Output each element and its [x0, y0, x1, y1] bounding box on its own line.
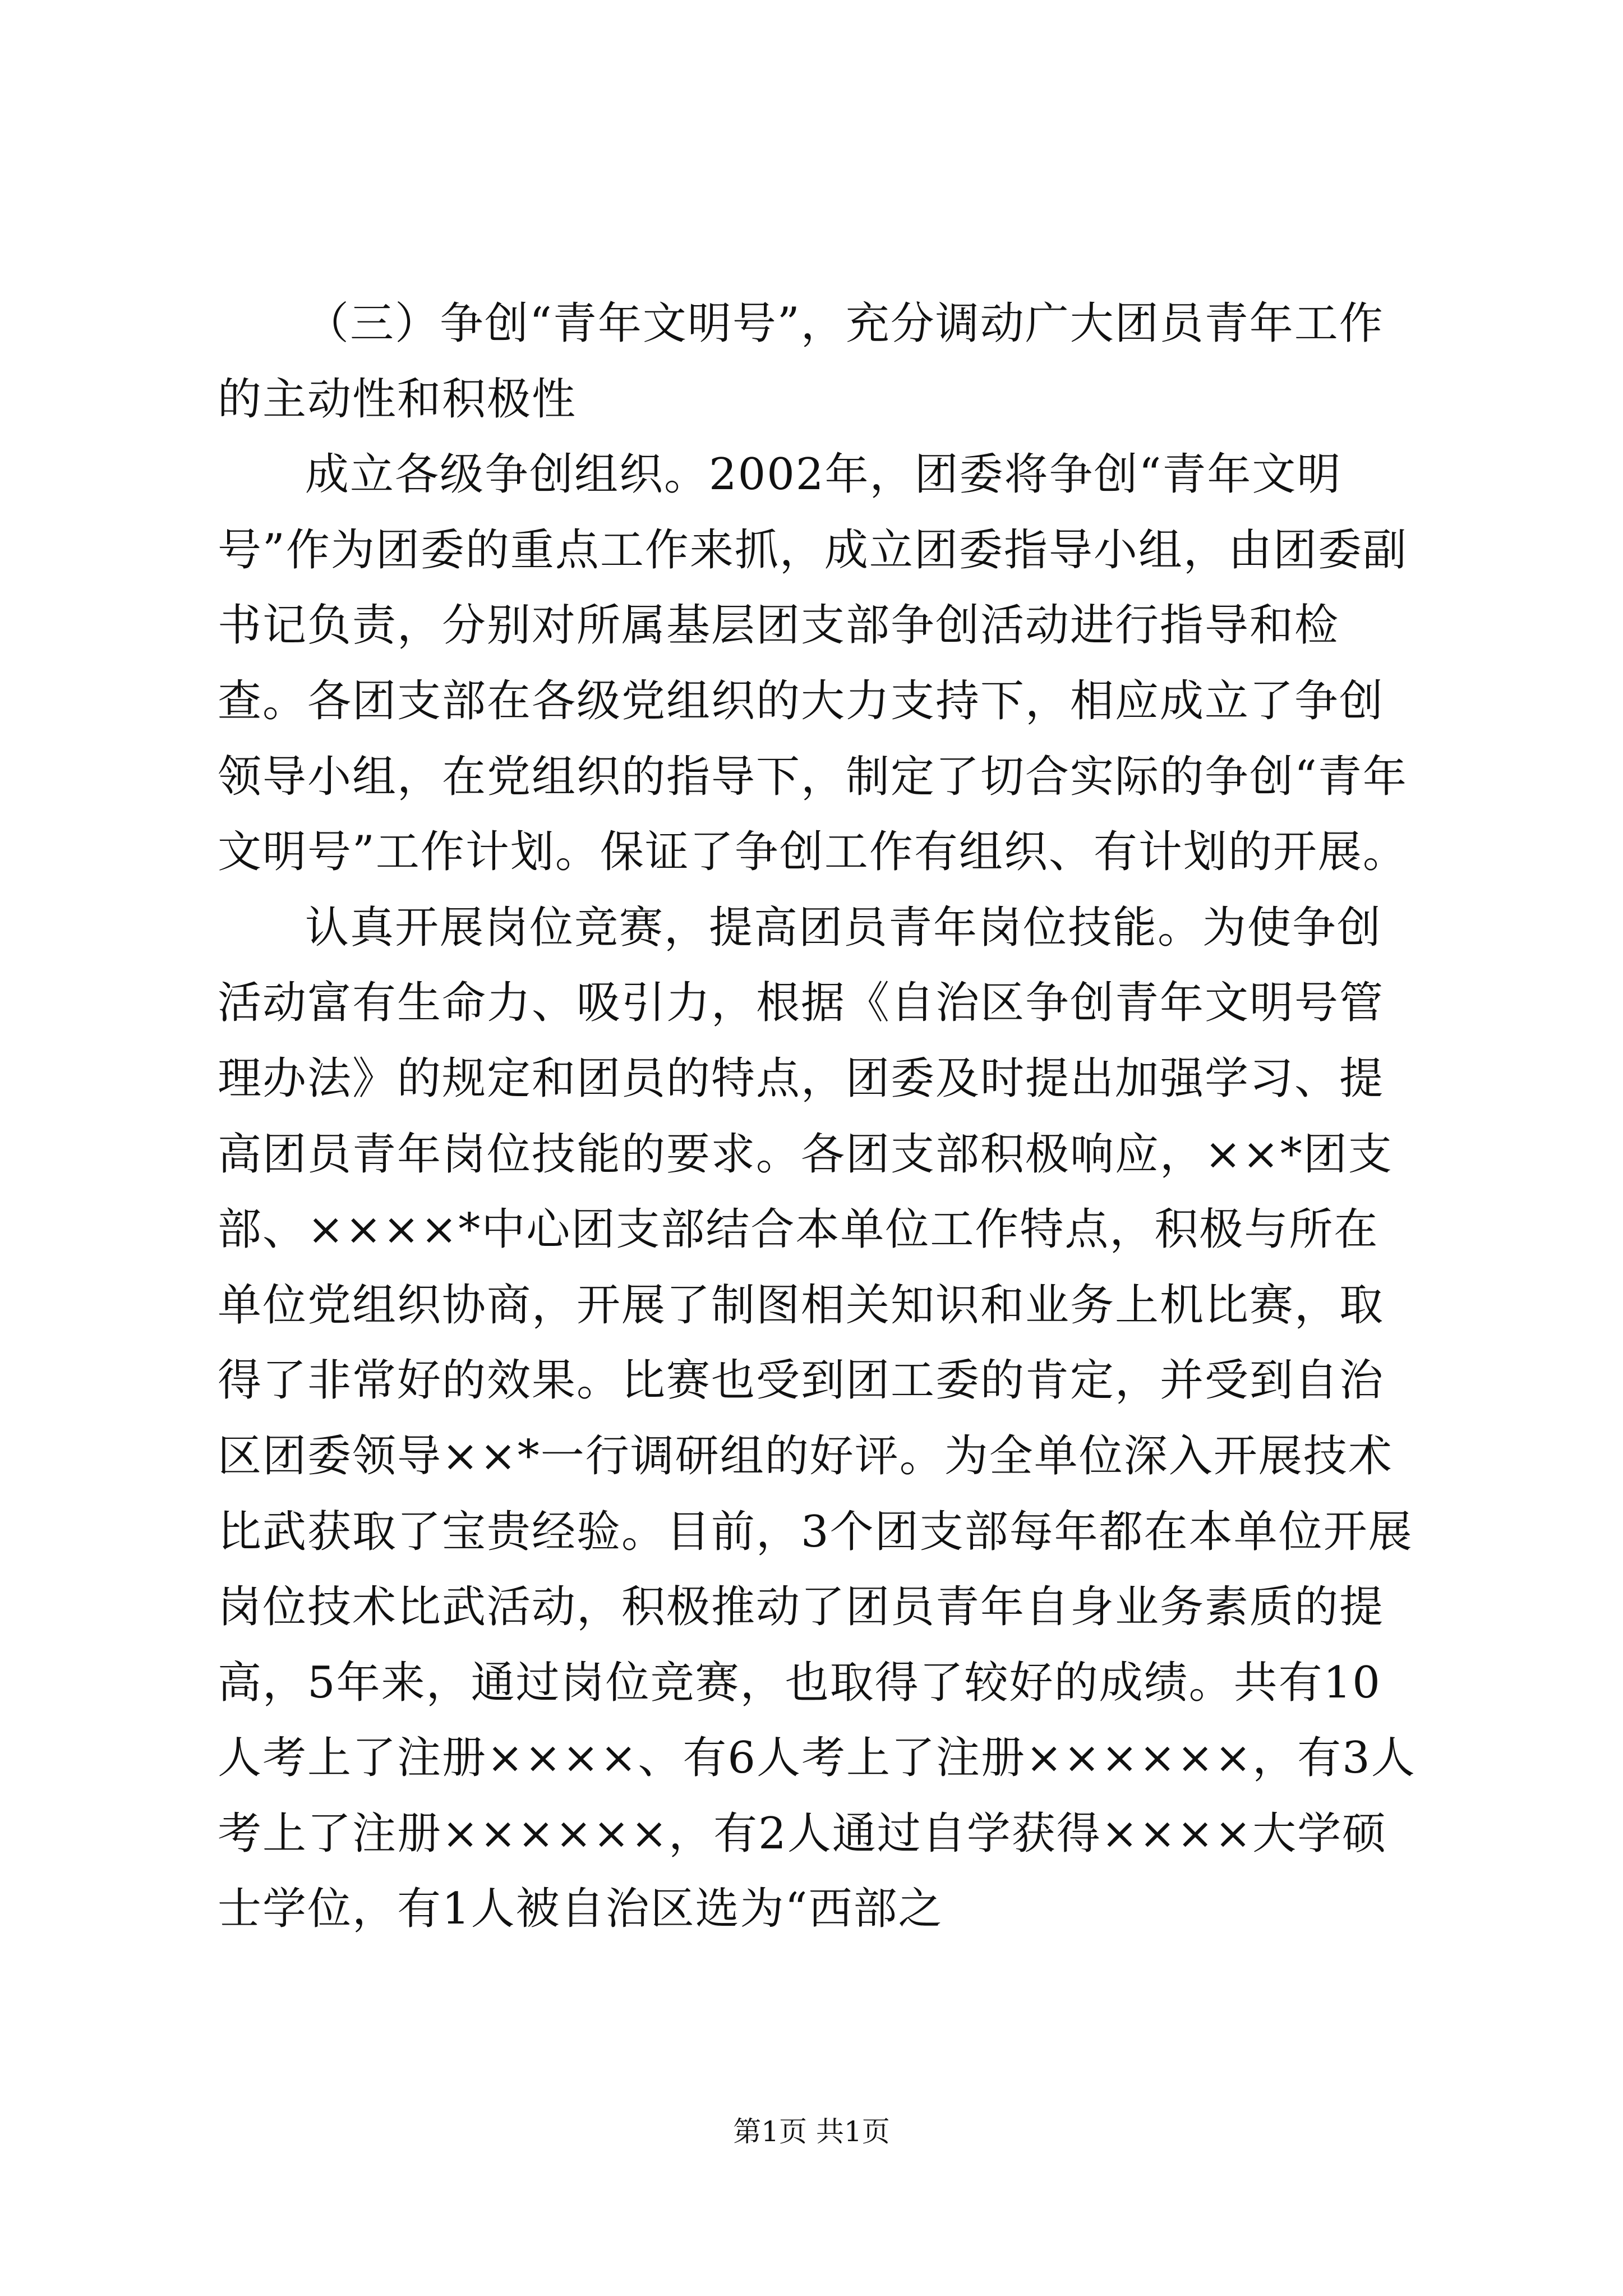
paragraph-organization: 成立各级争创组织。2002年，团委将争创“青年文明号”作为团委的重点工作来抓，成立团委指导小组，由团委副书记负责，分别对所属基层团支部争创活动进行指导和检查。各团支部在各级党组织的大力支持下，相应成立了争创领导小组，在党组织的指导下，制定了切合实际的争创“青年文明号”工作计划。保证了争创工作有组织、有计划的开展。: [218, 449, 1408, 878]
document-body: [218, 286, 1423, 1947]
paragraph-competition: 认真开展岗位竞赛，提高团员青年岗位技能。为使争创活动富有生命力、吸引力，根据《自治区争创青年文明号管理办法》的规定和团员的特点，团委及时提出加强学习、提高团员青年岗位技能的要求。各团支部积极响应，××*团支部、××××*中心团支部结合本单位工作特点，积极与所在单位党组织协商，开展了制图相关知识和业务上机比赛，取得了非常好的效果。比赛也受到团工委的肯定，并受到自治区团委领导××*一行调研组的好评。为全单位深入开展技术比武获取了宝贵经验。目前，3个团支部每年都在本单位开展岗位技术比武活动，积极推动了团员青年自身业务素质的提高，5年来，通过岗位竞赛，也取得了较好的成绩。共有10人考上了注册××××、有6人考上了注册××××××，有3人考上了注册××××××，有2人通过自学获得××××大学硕士学位，有1人被自治区选为“西部之: [218, 902, 1416, 1935]
page-footer: 第1页 共1页: [733, 2115, 890, 2148]
section-heading: （三）争创“青年文明号”，充分调动广大团员青年工作的主动性和积极性: [218, 298, 1384, 425]
